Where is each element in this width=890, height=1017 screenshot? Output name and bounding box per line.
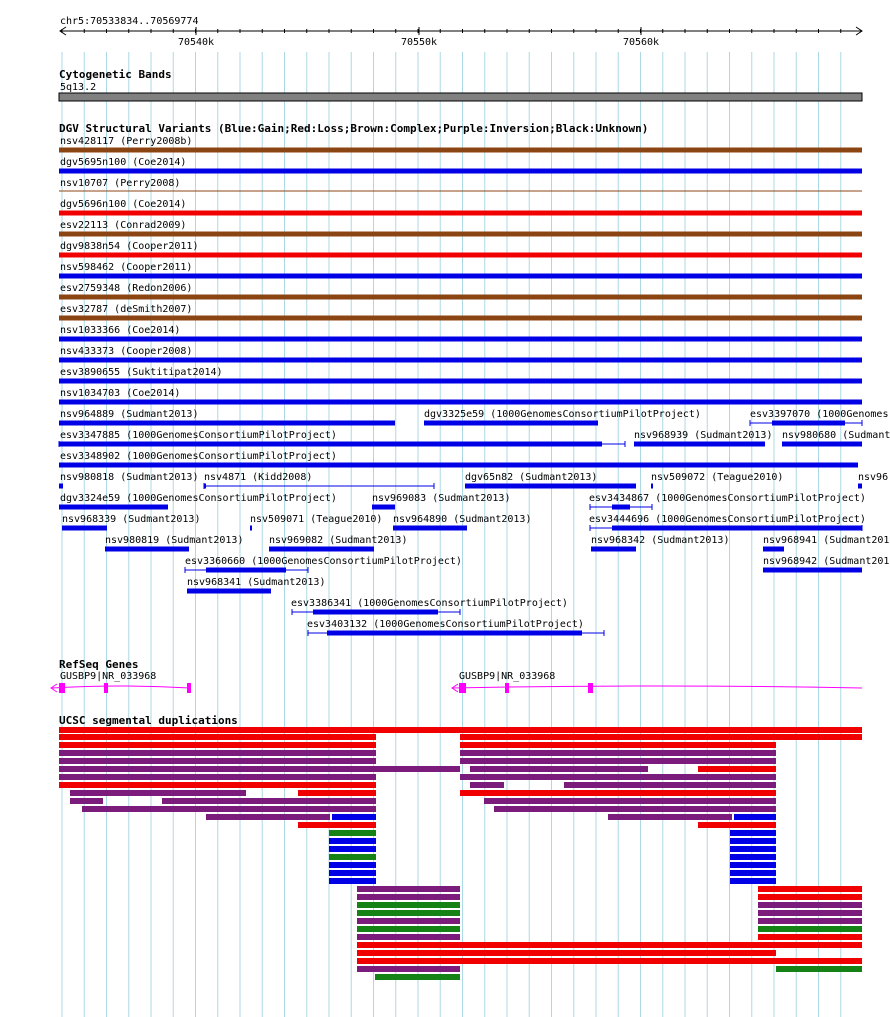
variant-bar[interactable] bbox=[424, 421, 598, 426]
segdup-bar[interactable] bbox=[298, 822, 376, 828]
segdup-bar[interactable] bbox=[59, 766, 460, 772]
variant-bar[interactable] bbox=[250, 526, 252, 531]
segdup-bar[interactable] bbox=[758, 894, 862, 900]
variant-label[interactable]: nsv980819 (Sudmant2013) bbox=[105, 535, 244, 546]
variant-label[interactable]: nsv1033366 (Coe2014) bbox=[60, 325, 181, 336]
variant-bar[interactable] bbox=[59, 400, 862, 405]
refseq-track-title: RefSeq Genes bbox=[59, 658, 139, 671]
segdup-bar[interactable] bbox=[70, 798, 103, 804]
variant-label[interactable]: dgv5696n100 (Coe2014) bbox=[60, 199, 187, 210]
variant-label[interactable]: nsv968941 (Sudmant201 bbox=[763, 535, 890, 546]
variant-label[interactable]: nsv509071 (Teague2010) bbox=[250, 514, 383, 525]
segdup-bar[interactable] bbox=[206, 814, 330, 820]
variant-label[interactable]: nsv968939 (Sudmant2013) bbox=[634, 430, 773, 441]
variant-label[interactable]: nsv10707 (Perry2008) bbox=[60, 178, 181, 189]
variant-bar[interactable] bbox=[59, 169, 862, 174]
segdup-bar[interactable] bbox=[357, 966, 460, 972]
variant-label[interactable]: esv22113 (Conrad2009) bbox=[60, 220, 187, 231]
gene-exon[interactable] bbox=[59, 683, 65, 693]
segdup-bar[interactable] bbox=[357, 910, 460, 916]
segdup-bar[interactable] bbox=[375, 974, 460, 980]
segdup-bar[interactable] bbox=[758, 886, 862, 892]
variant-label[interactable]: nsv96 bbox=[858, 472, 889, 483]
variant-bar[interactable] bbox=[59, 148, 862, 153]
variant-label[interactable]: esv3434867 (1000GenomesConsortiumPilotProject) bbox=[589, 493, 866, 504]
segdup-bar[interactable] bbox=[329, 846, 376, 852]
cytoband-5q13-2[interactable] bbox=[59, 93, 862, 101]
variant-label[interactable]: dgv3324e59 (1000GenomesConsortiumPilotProject) bbox=[60, 493, 337, 504]
variant-bar[interactable] bbox=[763, 547, 784, 552]
variant-label[interactable]: nsv4871 (Kidd2008) bbox=[204, 472, 313, 483]
variant-label[interactable]: esv3444696 (1000GenomesConsortiumPilotProject) bbox=[589, 514, 866, 525]
gene-label[interactable]: GUSBP9|NR_033968 bbox=[459, 671, 556, 682]
segdup-bar[interactable] bbox=[59, 750, 376, 756]
variant-bar[interactable] bbox=[59, 484, 63, 489]
variant-bar[interactable] bbox=[372, 505, 395, 510]
variant-label[interactable]: esv3360660 (1000GenomesConsortiumPilotProject) bbox=[185, 556, 462, 567]
gene-exon[interactable] bbox=[187, 683, 191, 693]
variant-bar[interactable] bbox=[634, 442, 765, 447]
ruler-track[interactable] bbox=[60, 16, 862, 48]
variant-bar[interactable] bbox=[59, 211, 862, 216]
variant-label[interactable]: nsv428117 (Perry2008b) bbox=[60, 136, 193, 147]
variant-label[interactable]: esv3348902 (1000GenomesConsortiumPilotProject) bbox=[60, 451, 337, 462]
segdup-bar[interactable] bbox=[59, 727, 862, 733]
variant-label[interactable]: dgv5695n100 (Coe2014) bbox=[60, 157, 187, 168]
variant-bar[interactable] bbox=[59, 421, 395, 426]
segdup-bar[interactable] bbox=[329, 862, 376, 868]
segdup-bar[interactable] bbox=[494, 806, 776, 812]
segdup-bar[interactable] bbox=[460, 750, 776, 756]
segdup-bar[interactable] bbox=[470, 766, 648, 772]
variant-label[interactable]: nsv964889 (Sudmant2013) bbox=[60, 409, 199, 420]
variant-label[interactable]: nsv980818 (Sudmant2013) bbox=[60, 472, 199, 483]
segdup-bar[interactable] bbox=[59, 758, 376, 764]
segdup-bar[interactable] bbox=[564, 782, 776, 788]
segdup-bar[interactable] bbox=[758, 926, 862, 932]
variant-label[interactable]: nsv968341 (Sudmant2013) bbox=[187, 577, 326, 588]
segdup-bar[interactable] bbox=[758, 934, 862, 940]
variant-bar[interactable] bbox=[59, 274, 862, 279]
variant-bar[interactable] bbox=[591, 547, 636, 552]
variant-label[interactable]: dgv9838n54 (Cooper2011) bbox=[60, 241, 199, 252]
variant-label[interactable]: esv3347885 (1000GenomesConsortiumPilotProject) bbox=[60, 430, 337, 441]
segdup-bar[interactable] bbox=[162, 798, 376, 804]
variant-bar[interactable] bbox=[465, 484, 636, 489]
segdup-bar[interactable] bbox=[730, 870, 776, 876]
segdup-bar[interactable] bbox=[357, 926, 460, 932]
segdup-bar[interactable] bbox=[357, 918, 460, 924]
segdup-bar[interactable] bbox=[298, 790, 376, 796]
variant-label[interactable]: nsv1034703 (Coe2014) bbox=[60, 388, 181, 399]
segdup-bar[interactable] bbox=[357, 886, 460, 892]
segdup-bar[interactable] bbox=[357, 942, 862, 948]
variant-bar[interactable] bbox=[59, 505, 168, 510]
segdup-bar[interactable] bbox=[460, 790, 776, 796]
variant-label[interactable]: nsv968342 (Sudmant2013) bbox=[591, 535, 730, 546]
gene-exon[interactable] bbox=[104, 683, 108, 693]
segdup-bar[interactable] bbox=[460, 758, 776, 764]
ruler-tick-label: 70540k bbox=[177, 37, 215, 48]
variant-label[interactable]: nsv968339 (Sudmant2013) bbox=[62, 514, 201, 525]
segdup-bar[interactable] bbox=[730, 838, 776, 844]
variant-bar[interactable] bbox=[612, 505, 630, 510]
variant-bar[interactable] bbox=[269, 547, 374, 552]
segdup-bar[interactable] bbox=[70, 790, 246, 796]
segdup-bar[interactable] bbox=[734, 814, 776, 820]
variant-bar[interactable] bbox=[59, 463, 858, 468]
segdup-bar[interactable] bbox=[460, 734, 862, 740]
segdup-bar[interactable] bbox=[59, 742, 376, 748]
variant-bar[interactable] bbox=[772, 421, 845, 426]
segdup-bar[interactable] bbox=[698, 766, 776, 772]
variant-bar[interactable] bbox=[59, 379, 862, 384]
variant-bar[interactable] bbox=[612, 526, 862, 531]
cytoband-track[interactable] bbox=[59, 68, 862, 101]
variant-bar[interactable] bbox=[59, 295, 862, 300]
variant-bar[interactable] bbox=[206, 568, 286, 573]
variant-bar[interactable] bbox=[858, 484, 862, 489]
refseq-track[interactable] bbox=[51, 658, 862, 693]
segdup-bar[interactable] bbox=[329, 870, 376, 876]
variant-bar[interactable] bbox=[59, 442, 602, 447]
variant-bar[interactable] bbox=[782, 442, 862, 447]
segdup-bar[interactable] bbox=[329, 878, 376, 884]
segdup-bar[interactable] bbox=[758, 910, 862, 916]
variant-label[interactable]: nsv598462 (Cooper2011) bbox=[60, 262, 193, 273]
variant-bar[interactable] bbox=[187, 589, 271, 594]
variant-label[interactable]: nsv433373 (Cooper2008) bbox=[60, 346, 193, 357]
segdup-track[interactable] bbox=[59, 714, 862, 980]
segdup-bar[interactable] bbox=[357, 894, 460, 900]
segdup-bar[interactable] bbox=[730, 862, 776, 868]
position-label: chr5:70533834..70569774 bbox=[60, 16, 199, 27]
ruler-tick-label: 70550k bbox=[400, 37, 438, 48]
variant-label[interactable]: esv3397070 (1000Genomes bbox=[750, 409, 889, 420]
segdup-bar[interactable] bbox=[460, 774, 776, 780]
variant-label[interactable]: esv3386341 (1000GenomesConsortiumPilotProject) bbox=[291, 598, 568, 609]
variant-bar[interactable] bbox=[763, 568, 862, 573]
gene-intron-line[interactable] bbox=[52, 686, 190, 688]
dgv-track[interactable] bbox=[59, 122, 890, 636]
dgv-track-title: DGV Structural Variants (Blue:Gain;Red:Loss;Brown:Complex;Purple:Inversion;Black:Unknown) bbox=[59, 122, 649, 135]
variant-bar[interactable] bbox=[59, 316, 862, 321]
segdup-bar[interactable] bbox=[82, 806, 376, 812]
variant-label[interactable]: esv3890655 (Suktitipat2014) bbox=[60, 367, 223, 378]
gene-exon[interactable] bbox=[459, 683, 466, 693]
variant-label[interactable]: dgv3325e59 (1000GenomesConsortiumPilotProject) bbox=[424, 409, 701, 420]
variant-label[interactable]: esv32787 (deSmith2007) bbox=[60, 304, 193, 315]
variant-bar[interactable] bbox=[62, 526, 107, 531]
variant-label[interactable]: nsv509072 (Teague2010) bbox=[651, 472, 784, 483]
variant-label[interactable]: dgv65n82 (Sudmant2013) bbox=[465, 472, 598, 483]
segdup-bar[interactable] bbox=[730, 854, 776, 860]
segdup-bar[interactable] bbox=[357, 934, 460, 940]
variant-label[interactable]: nsv969082 (Sudmant2013) bbox=[269, 535, 408, 546]
segdup-bar[interactable] bbox=[357, 958, 862, 964]
segdup-bar[interactable] bbox=[776, 966, 862, 972]
gene-intron-line[interactable] bbox=[452, 686, 862, 688]
gene-exon[interactable] bbox=[588, 683, 593, 693]
segdup-bar[interactable] bbox=[730, 830, 776, 836]
variant-label[interactable]: nsv968942 (Sudmant201 bbox=[763, 556, 890, 567]
segdup-bar[interactable] bbox=[484, 798, 776, 804]
variant-bar[interactable] bbox=[105, 547, 189, 552]
variant-label[interactable]: nsv969083 (Sudmant2013) bbox=[372, 493, 511, 504]
cytoband-track-title: Cytogenetic Bands bbox=[59, 68, 172, 81]
gene-label[interactable]: GUSBP9|NR_033968 bbox=[60, 671, 157, 682]
segdup-bar[interactable] bbox=[329, 830, 376, 836]
gene-exon[interactable] bbox=[505, 683, 509, 693]
variant-bar[interactable] bbox=[59, 232, 862, 237]
variant-bar[interactable] bbox=[59, 337, 862, 342]
variant-label[interactable]: esv3403132 (1000GenomesConsortiumPilotProject) bbox=[307, 619, 584, 630]
segdup-bar[interactable] bbox=[357, 950, 776, 956]
variant-label[interactable]: nsv980680 (Sudmant bbox=[782, 430, 890, 441]
variant-bar[interactable] bbox=[59, 191, 862, 192]
segdup-bar[interactable] bbox=[460, 742, 776, 748]
variant-bar[interactable] bbox=[651, 484, 653, 489]
segdup-bar[interactable] bbox=[329, 854, 376, 860]
cytoband-label: 5q13.2 bbox=[60, 82, 97, 93]
ruler-tick-label: 70560k bbox=[622, 37, 660, 48]
segdup-bar[interactable] bbox=[730, 878, 776, 884]
segdup-bar[interactable] bbox=[470, 782, 504, 788]
variant-bar[interactable] bbox=[313, 610, 438, 615]
segdup-bar[interactable] bbox=[357, 902, 460, 908]
segdup-bar[interactable] bbox=[758, 902, 862, 908]
variant-bar[interactable] bbox=[59, 358, 862, 363]
segdup-bar[interactable] bbox=[329, 838, 376, 844]
segdup-bar[interactable] bbox=[698, 822, 776, 828]
segdup-bar[interactable] bbox=[59, 774, 376, 780]
segdup-track-title: UCSC segmental duplications bbox=[59, 714, 238, 727]
variant-label[interactable]: nsv964890 (Sudmant2013) bbox=[393, 514, 532, 525]
variant-bar[interactable] bbox=[204, 484, 206, 489]
segdup-bar[interactable] bbox=[59, 734, 376, 740]
segdup-bar[interactable] bbox=[730, 846, 776, 852]
segdup-bar[interactable] bbox=[758, 918, 862, 924]
variant-bar[interactable] bbox=[327, 631, 582, 636]
segdup-bar[interactable] bbox=[608, 814, 732, 820]
variant-bar[interactable] bbox=[59, 253, 862, 258]
variant-label[interactable]: esv2759348 (Redon2006) bbox=[60, 283, 193, 294]
variant-bar[interactable] bbox=[393, 526, 467, 531]
segdup-bar[interactable] bbox=[59, 782, 376, 788]
segdup-bar[interactable] bbox=[332, 814, 376, 820]
